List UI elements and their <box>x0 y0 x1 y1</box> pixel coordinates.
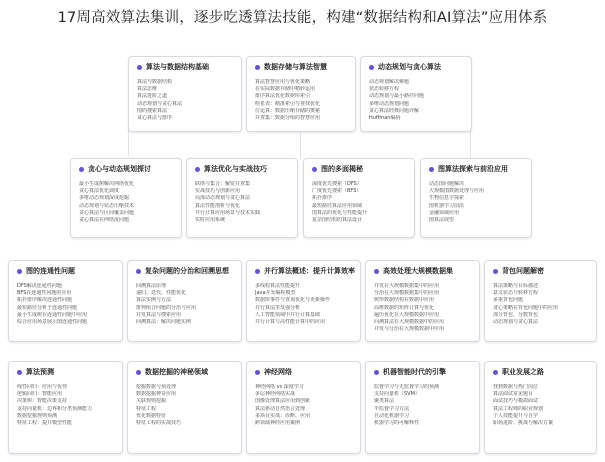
card-title: 职业发展之路 <box>502 368 544 376</box>
item-list <box>374 283 473 333</box>
topic-card-1 <box>128 56 242 132</box>
list-item: 拓扑排序 <box>312 195 333 202</box>
list-item: 排列组合问题的分治与应用 <box>136 304 197 311</box>
list-item: 遍历优化在大规模数据中应用 <box>374 311 440 318</box>
bullet-dot-icon <box>255 269 260 274</box>
list-item: 动态规划与贪心算法 <box>493 319 539 326</box>
list-item: 贪心算法优化调度 <box>79 188 120 195</box>
card-title: 复杂问题的分治和回溯思想 <box>145 267 229 275</box>
topic-card-17 <box>484 361 597 454</box>
list-item: 并发与分治在大规模数据中应用 <box>374 326 445 333</box>
item-list <box>137 79 235 122</box>
list-item: 贪心算法经典问题详解 <box>369 107 420 114</box>
item-list <box>374 384 473 427</box>
list-item: 递归、迭代、性能优化 <box>136 290 187 297</box>
list-item: 算法面试常见题目 <box>493 391 534 398</box>
card-title: 并行算法概述：提升计算效率 <box>264 267 355 275</box>
bullet-dot-icon <box>493 370 498 375</box>
item-list <box>493 384 590 427</box>
list-item: 生物信息学探索 <box>429 195 465 202</box>
bullet-dot-icon <box>493 269 498 274</box>
bullet-dot-icon <box>429 167 434 172</box>
list-item: Java并发编程模型 <box>255 290 296 297</box>
list-item: 图机器学习前沿 <box>429 202 465 209</box>
list-item: 个人技能提升与自学 <box>493 412 539 419</box>
list-item: 联络与集合：解密并查集 <box>195 181 251 187</box>
bullet-dot-icon <box>374 269 379 274</box>
card-title: 数据存储与算法智慧 <box>264 63 327 71</box>
topic-card-15 <box>246 361 361 454</box>
list-item: 找到数据与热门岗位 <box>493 384 539 390</box>
card-title: 贪心与动态规划探讨 <box>88 165 151 173</box>
list-item: 逻辑回归：智能应用 <box>17 391 63 398</box>
card-title: 图的连通性问题 <box>26 267 75 275</box>
list-item: 特征工程 <box>136 405 157 412</box>
topic-card-8 <box>8 260 123 342</box>
list-item: 图像处理算法应用到创新 <box>255 398 311 405</box>
list-item: 特征工程的实战技巧 <box>136 420 182 427</box>
bullet-dot-icon <box>136 269 141 274</box>
card-title: 高效处理大规模数据集 <box>383 267 453 275</box>
list-item: 深度优先搜索（DFS） <box>312 181 362 187</box>
list-item: 最小生成树在连通性问题中应用 <box>17 311 88 318</box>
list-item: 算法性能剖析与优化 <box>195 202 241 209</box>
page-title: 17周高效算法集训，逐步吃透算法技能，构建“数据结构和AI算法”应用体系 <box>57 10 548 26</box>
list-item: 金融领域应用 <box>429 209 460 216</box>
card-title: 数据挖掘的神秘领域 <box>145 368 208 376</box>
list-item: 多维动态规划问题 <box>369 100 410 107</box>
topic-card-14 <box>127 361 242 454</box>
card-title: 机器智能时代的引擎 <box>383 368 446 376</box>
list-item: 最短路径分析于连通性问题 <box>17 304 78 311</box>
list-item: 综合应用场景展示图连通性问题 <box>17 319 88 326</box>
list-item: 自动化机器学习 <box>374 412 410 419</box>
list-item: 拓扑排序解决连通性问题 <box>17 297 73 304</box>
item-list <box>17 384 116 427</box>
bullet-dot-icon <box>17 370 22 375</box>
bullet-dot-icon <box>255 370 260 375</box>
list-item: 分治在大规模数据集中的应用 <box>374 290 440 297</box>
list-item: 排序算法优化数据库索引 <box>255 93 311 100</box>
bullet-dot-icon <box>195 167 200 172</box>
list-item: 特征工程：提升模型性能 <box>17 420 73 427</box>
item-list <box>136 283 235 326</box>
card-title: 算法与数据结构基础 <box>146 63 209 71</box>
list-item: 半监督学习方法 <box>374 405 410 412</box>
bullet-dot-icon <box>137 65 142 70</box>
card-title: 图算法探索与前沿应用 <box>438 165 508 173</box>
bullet-dot-icon <box>17 269 22 274</box>
list-item: 局部动态规划与贪心算法 <box>195 195 251 202</box>
list-item: 神经网络 vs 深度学习 <box>255 384 304 390</box>
item-list <box>255 79 349 122</box>
list-item: 大规模图数据处理与应用 <box>429 188 485 195</box>
topic-card-11 <box>365 260 480 342</box>
card-title: 动态规划与贪心算法 <box>378 63 441 71</box>
list-item: 回溯算法在大规模数据中的应用 <box>374 319 445 326</box>
item-list <box>429 181 525 224</box>
list-item: 算法进阶之道 <box>137 93 168 100</box>
list-item: 广度优先搜索（BFS） <box>312 188 362 195</box>
list-item: 实战技巧与创新应用 <box>195 188 241 195</box>
topic-card-5 <box>186 158 298 238</box>
list-item: 并行计算与高性能计算中的应用 <box>255 319 326 326</box>
list-item: 机器学习的可解释性 <box>374 420 420 427</box>
topic-card-4 <box>70 158 182 238</box>
list-item: 算法与数据结构 <box>137 79 173 85</box>
bullet-dot-icon <box>136 370 141 375</box>
list-item: 多层神经网络实战 <box>255 391 296 398</box>
item-list <box>255 384 354 427</box>
topic-card-9 <box>127 260 242 342</box>
list-item: 哈希表：精准索引与查找优化 <box>255 100 321 107</box>
list-item: 贪心算法与区间覆盖问题 <box>79 209 135 216</box>
list-item: 算法策略与目标描述 <box>493 283 539 289</box>
list-item: 树形数据结构在数据中应用 <box>374 297 435 304</box>
list-item: 部分背包、分数背包 <box>493 311 539 318</box>
list-item: 图算法展望 <box>429 217 455 224</box>
list-item: 支持向量机（SVM） <box>374 391 420 398</box>
list-item: 支持向量机：边界和分类预测能力 <box>17 405 93 412</box>
list-item: 职场进阶、挑战与解决方案 <box>493 420 554 427</box>
list-item: 算法智慧应用与优化策略 <box>255 79 311 85</box>
topic-card-13 <box>8 361 123 454</box>
card-title: 神经网络 <box>264 368 292 376</box>
item-list <box>369 79 465 122</box>
list-item: 回溯算法原理 <box>136 283 167 289</box>
list-item: 多线程算法性能提升 <box>255 283 301 289</box>
list-item: 算法思维 <box>137 86 158 93</box>
list-item: 高维数据的矩阵计算与优化 <box>374 304 435 311</box>
list-item: 多项目实战：诊断、应用 <box>255 412 311 419</box>
item-list <box>312 181 408 224</box>
list-item: 数据挖掘神奇应用 <box>136 391 177 398</box>
item-list <box>255 283 354 326</box>
topic-card-6 <box>303 158 415 238</box>
row-connector <box>470 130 471 160</box>
item-list <box>79 181 175 224</box>
card-title: 背包问题解密 <box>502 267 544 275</box>
item-list <box>136 384 235 427</box>
list-item: DFS解决连通性问题 <box>17 283 62 289</box>
card-title: 算法预测 <box>26 368 54 376</box>
list-item: 最短路径算法应用领域 <box>312 202 363 209</box>
list-item: 动态图问题解决 <box>429 181 465 187</box>
list-item: 并发算法与搜索应用 <box>136 311 182 318</box>
list-item: 意义状态与转移方程 <box>493 290 539 297</box>
list-item: 算法驱动自然语言处理 <box>255 405 306 412</box>
list-item: 数据挖掘规则预测 <box>17 412 58 419</box>
list-item: 贪心策略在背包问题中的应用 <box>493 304 559 311</box>
list-item: 动态规划与状态压缩技术 <box>79 202 135 209</box>
list-item: 监督学习与无监督学习的预测 <box>374 384 440 390</box>
list-item: 挖掘数据与预处理 <box>136 384 177 390</box>
list-item: 动态规划与最小路径问题 <box>369 93 425 100</box>
list-item: 图算法的优化与性能提升 <box>312 209 368 216</box>
topic-card-2 <box>246 56 356 132</box>
list-item: 动态规划解决难题 <box>369 79 410 85</box>
list-item: 人工智能领域中并行计算基础 <box>255 311 321 318</box>
list-item: 图的搜索算法 <box>137 107 168 114</box>
list-item: BFS在连通性问题的应用 <box>17 290 72 297</box>
topic-card-16 <box>365 361 480 454</box>
list-item: 算法实例与方法 <box>136 297 172 304</box>
list-item: 并发在大规模数据集中的应用 <box>374 283 440 289</box>
list-item: 实时应用系统 <box>195 217 226 224</box>
list-item: 最小生成树解决网络优化 <box>79 181 135 187</box>
list-item: 算法工程师的职业规划 <box>493 405 544 412</box>
list-item: 贪心算法在网络流问题 <box>79 217 130 224</box>
bullet-dot-icon <box>312 167 317 172</box>
list-item: Huffman编码 <box>369 115 401 122</box>
list-item: 并行计算应用场景与技术实践 <box>195 209 261 216</box>
row-connector <box>300 130 301 160</box>
topic-card-10 <box>246 260 361 342</box>
topic-card-12 <box>484 260 597 342</box>
list-item: 并查集：数据分组的智慧应用 <box>255 115 321 122</box>
item-list <box>17 283 116 326</box>
list-item: 多重背包问题 <box>493 297 524 304</box>
bullet-dot-icon <box>374 370 379 375</box>
card-title: 算法优化与实战技巧 <box>204 165 267 173</box>
item-list <box>493 283 590 326</box>
list-item: 面试技巧与模拟面试 <box>493 398 539 405</box>
bullet-dot-icon <box>79 167 84 172</box>
list-item: 线性回归：应用与优势 <box>17 384 68 390</box>
item-list <box>195 181 291 224</box>
list-item: 聚类算法 <box>374 398 395 405</box>
list-item: 多维动态规划深度挖掘 <box>79 195 130 202</box>
list-item: 决策树：智能决策支持 <box>17 398 68 405</box>
list-item: 回溯算法：解决问题实例 <box>136 319 192 326</box>
card-title: 图的多面揭秘 <box>321 165 363 173</box>
list-item: 关联规则挖掘 <box>136 398 167 405</box>
list-item: 位运算：数据压缩存储的奥秘 <box>255 107 321 114</box>
list-item: 状态转移方程 <box>369 86 400 93</box>
list-item: 在实际数据存储中精妙运用 <box>255 86 316 93</box>
bullet-dot-icon <box>255 65 260 70</box>
topic-card-7 <box>420 158 532 238</box>
topic-card-3 <box>360 56 472 132</box>
list-item: 复杂图结构的算法设计 <box>312 217 363 224</box>
list-item: 动态规划与贪心算法 <box>137 100 183 107</box>
list-item: 贪心算法与排序 <box>137 115 173 122</box>
list-item: 优化数据特征 <box>136 412 167 419</box>
list-item: 数据库事件与查询优化与更新操作 <box>255 297 331 304</box>
list-item: 并行算法里及强分析 <box>255 304 301 311</box>
list-item: 跨领域神经应用案例 <box>255 420 301 427</box>
bullet-dot-icon <box>369 65 374 70</box>
